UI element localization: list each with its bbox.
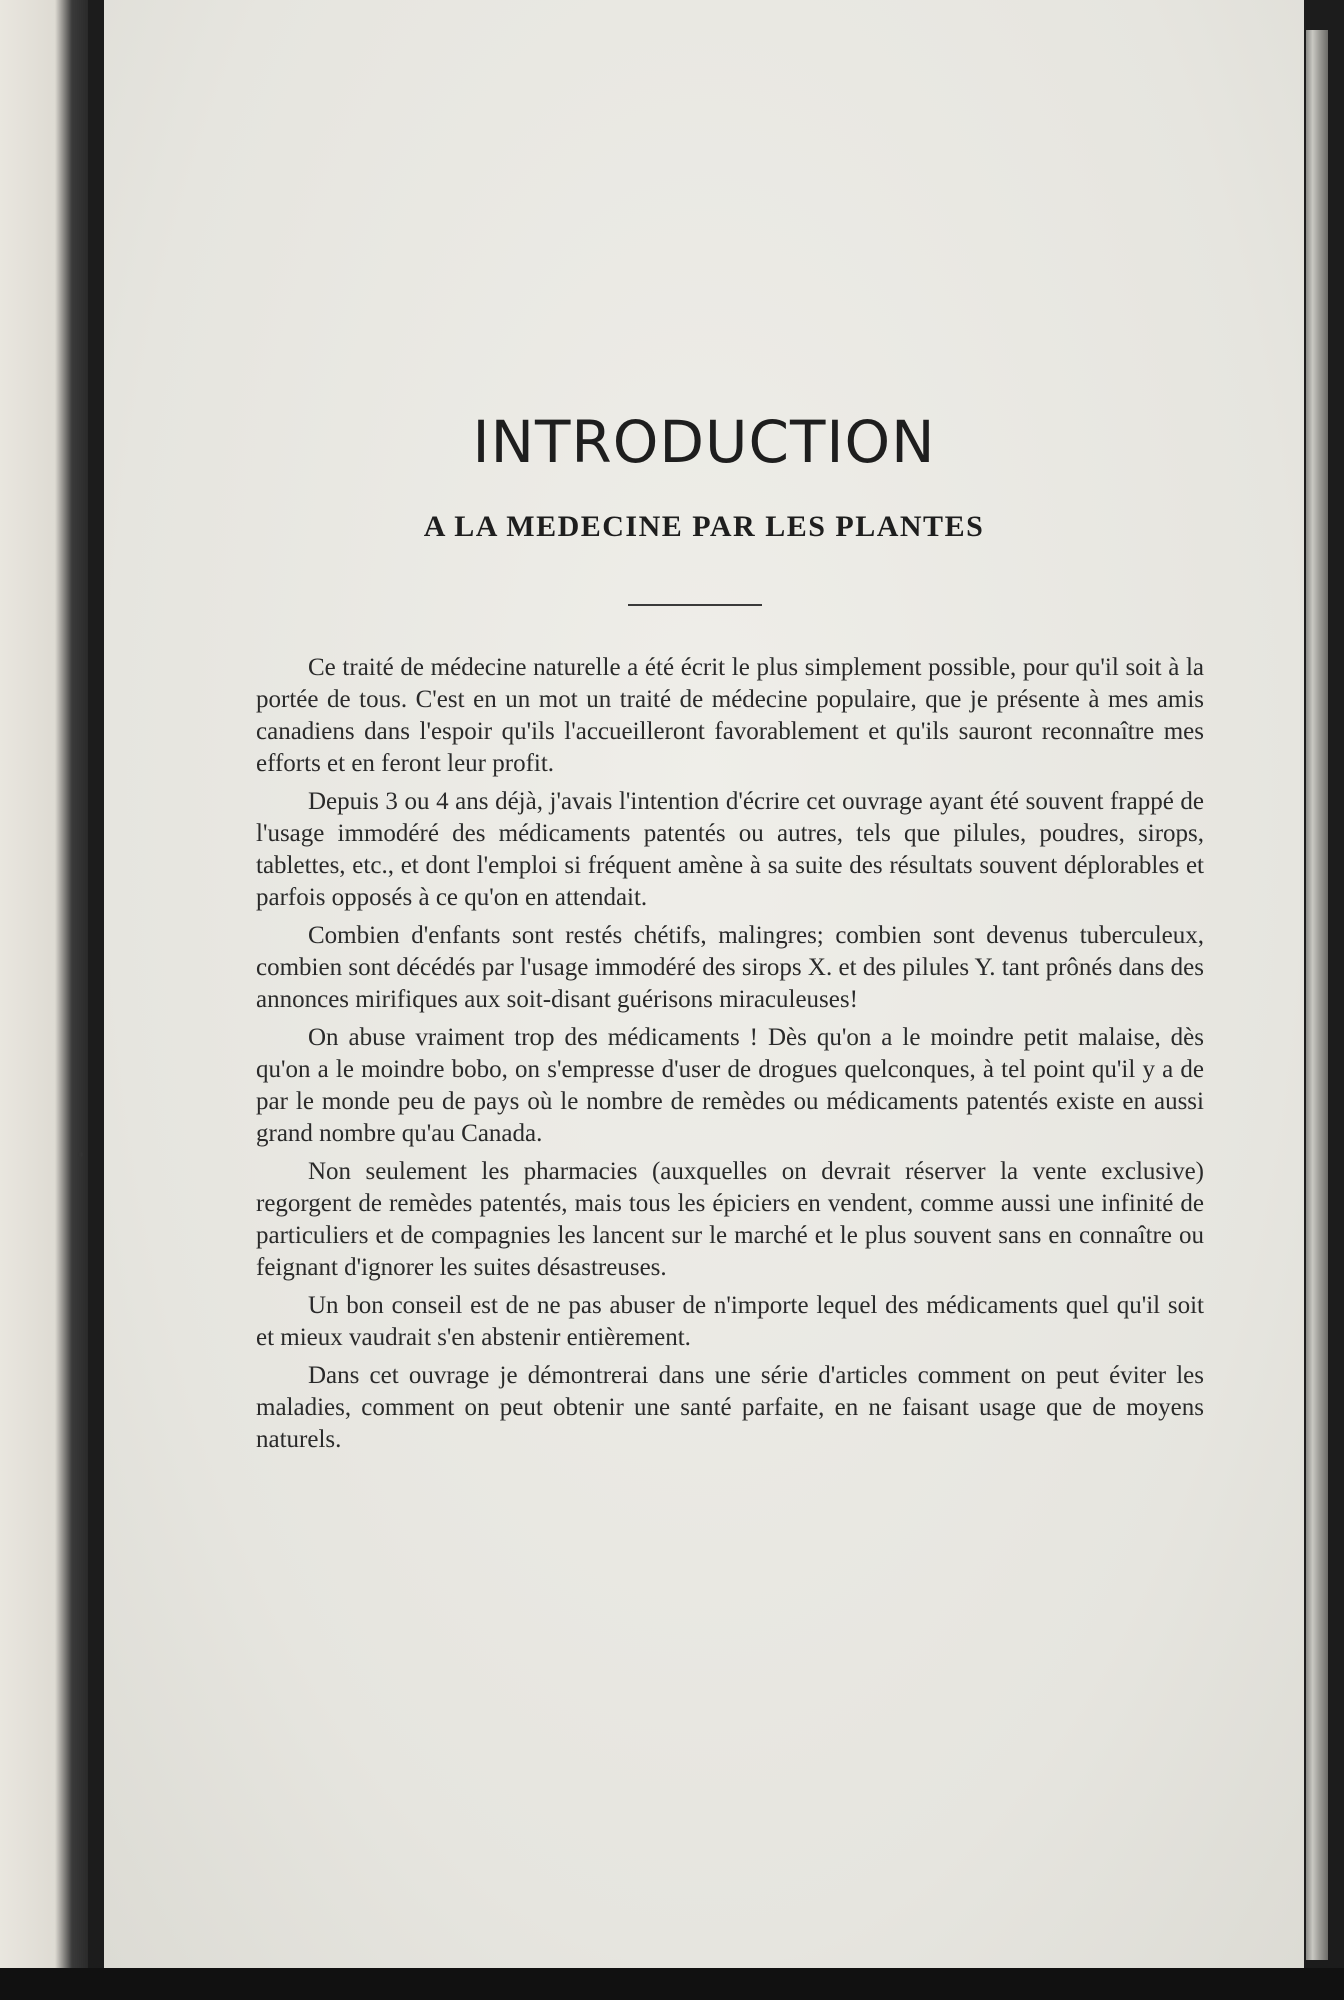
book-page (104, 0, 1304, 1968)
page-stack-edge (1306, 30, 1328, 1960)
paragraph-7: Dans cet ouvrage je démontrerai dans une série d'articles comment on peut éviter les maladies, comment on peut obtenir une santé parfaite, en ne faisant usage que de moyens naturels. (256, 1362, 1204, 1453)
paragraph-5: Non seulement les pharmacies (auxquelles on devrait réserver la vente exclusive) regorgent de remèdes patentés, mais tous les épiciers en vendent, comme aussi une infinité de particuliers et de compagnies les lancent sur le marché et le plus souvent sans en connaître ou feignant d'ignorer les suites désastreuses. (256, 1158, 1204, 1281)
paragraph-1: Ce traité de médecine naturelle a été écrit le plus simplement possible, pour qu'il soit à la portée de tous. C'est en un mot un traité de médecine populaire, que je présente à mes amis canadiens dans l'espoir qu'ils l'accueilleront favorablement et qu'ils sauront reconnaître mes efforts et en feront leur profit. (256, 654, 1204, 777)
ink-speck (78, 1152, 83, 1157)
page-subtitle: A LA MEDECINE PAR LES PLANTES (423, 510, 985, 543)
paragraph-4: On abuse vraiment trop des médicaments ! Dès qu'on a le moindre petit malaise, dès qu'on a le moindre bobo, on s'empresse d'user de drogues quelconques, à tel point qu'il y a de par le monde peu de pays où le nombre de remèdes ou médicaments patentés existe en aussi grand nombre qu'au Canada. (256, 1024, 1204, 1147)
previous-page-edge (0, 0, 88, 2000)
paragraph-3: Combien d'enfants sont restés chétifs, malingres; combien sont devenus tuberculeux, combien sont décédés par l'usage immodéré des sirops X. et des pilules Y. tant prônés dans des annonces mirifiques aux soit-disant guérisons miraculeuses! (256, 922, 1204, 1013)
body-text (256, 652, 1204, 1462)
paragraph-2: Depuis 3 ou 4 ans déjà, j'avais l'intention d'écrire cet ouvrage ayant été souvent frappé de l'usage immodéré des médicaments patentés ou autres, tels que pilules, poudres, sirops, tablettes, etc., et dont l'emploi si fréquent amène à sa suite des résultats souvent déplorables et parfois opposés à ce qu'on en attendait. (256, 788, 1204, 911)
paragraph-6: Un bon conseil est de ne pas abuser de n'importe lequel des médicaments quel qu'il soit et mieux vaudrait s'en abstenir entièrement. (256, 1292, 1204, 1351)
title-divider (628, 604, 762, 606)
page-title: INTRODUCTION (472, 408, 936, 476)
scan-bottom-border (0, 1968, 1344, 2000)
